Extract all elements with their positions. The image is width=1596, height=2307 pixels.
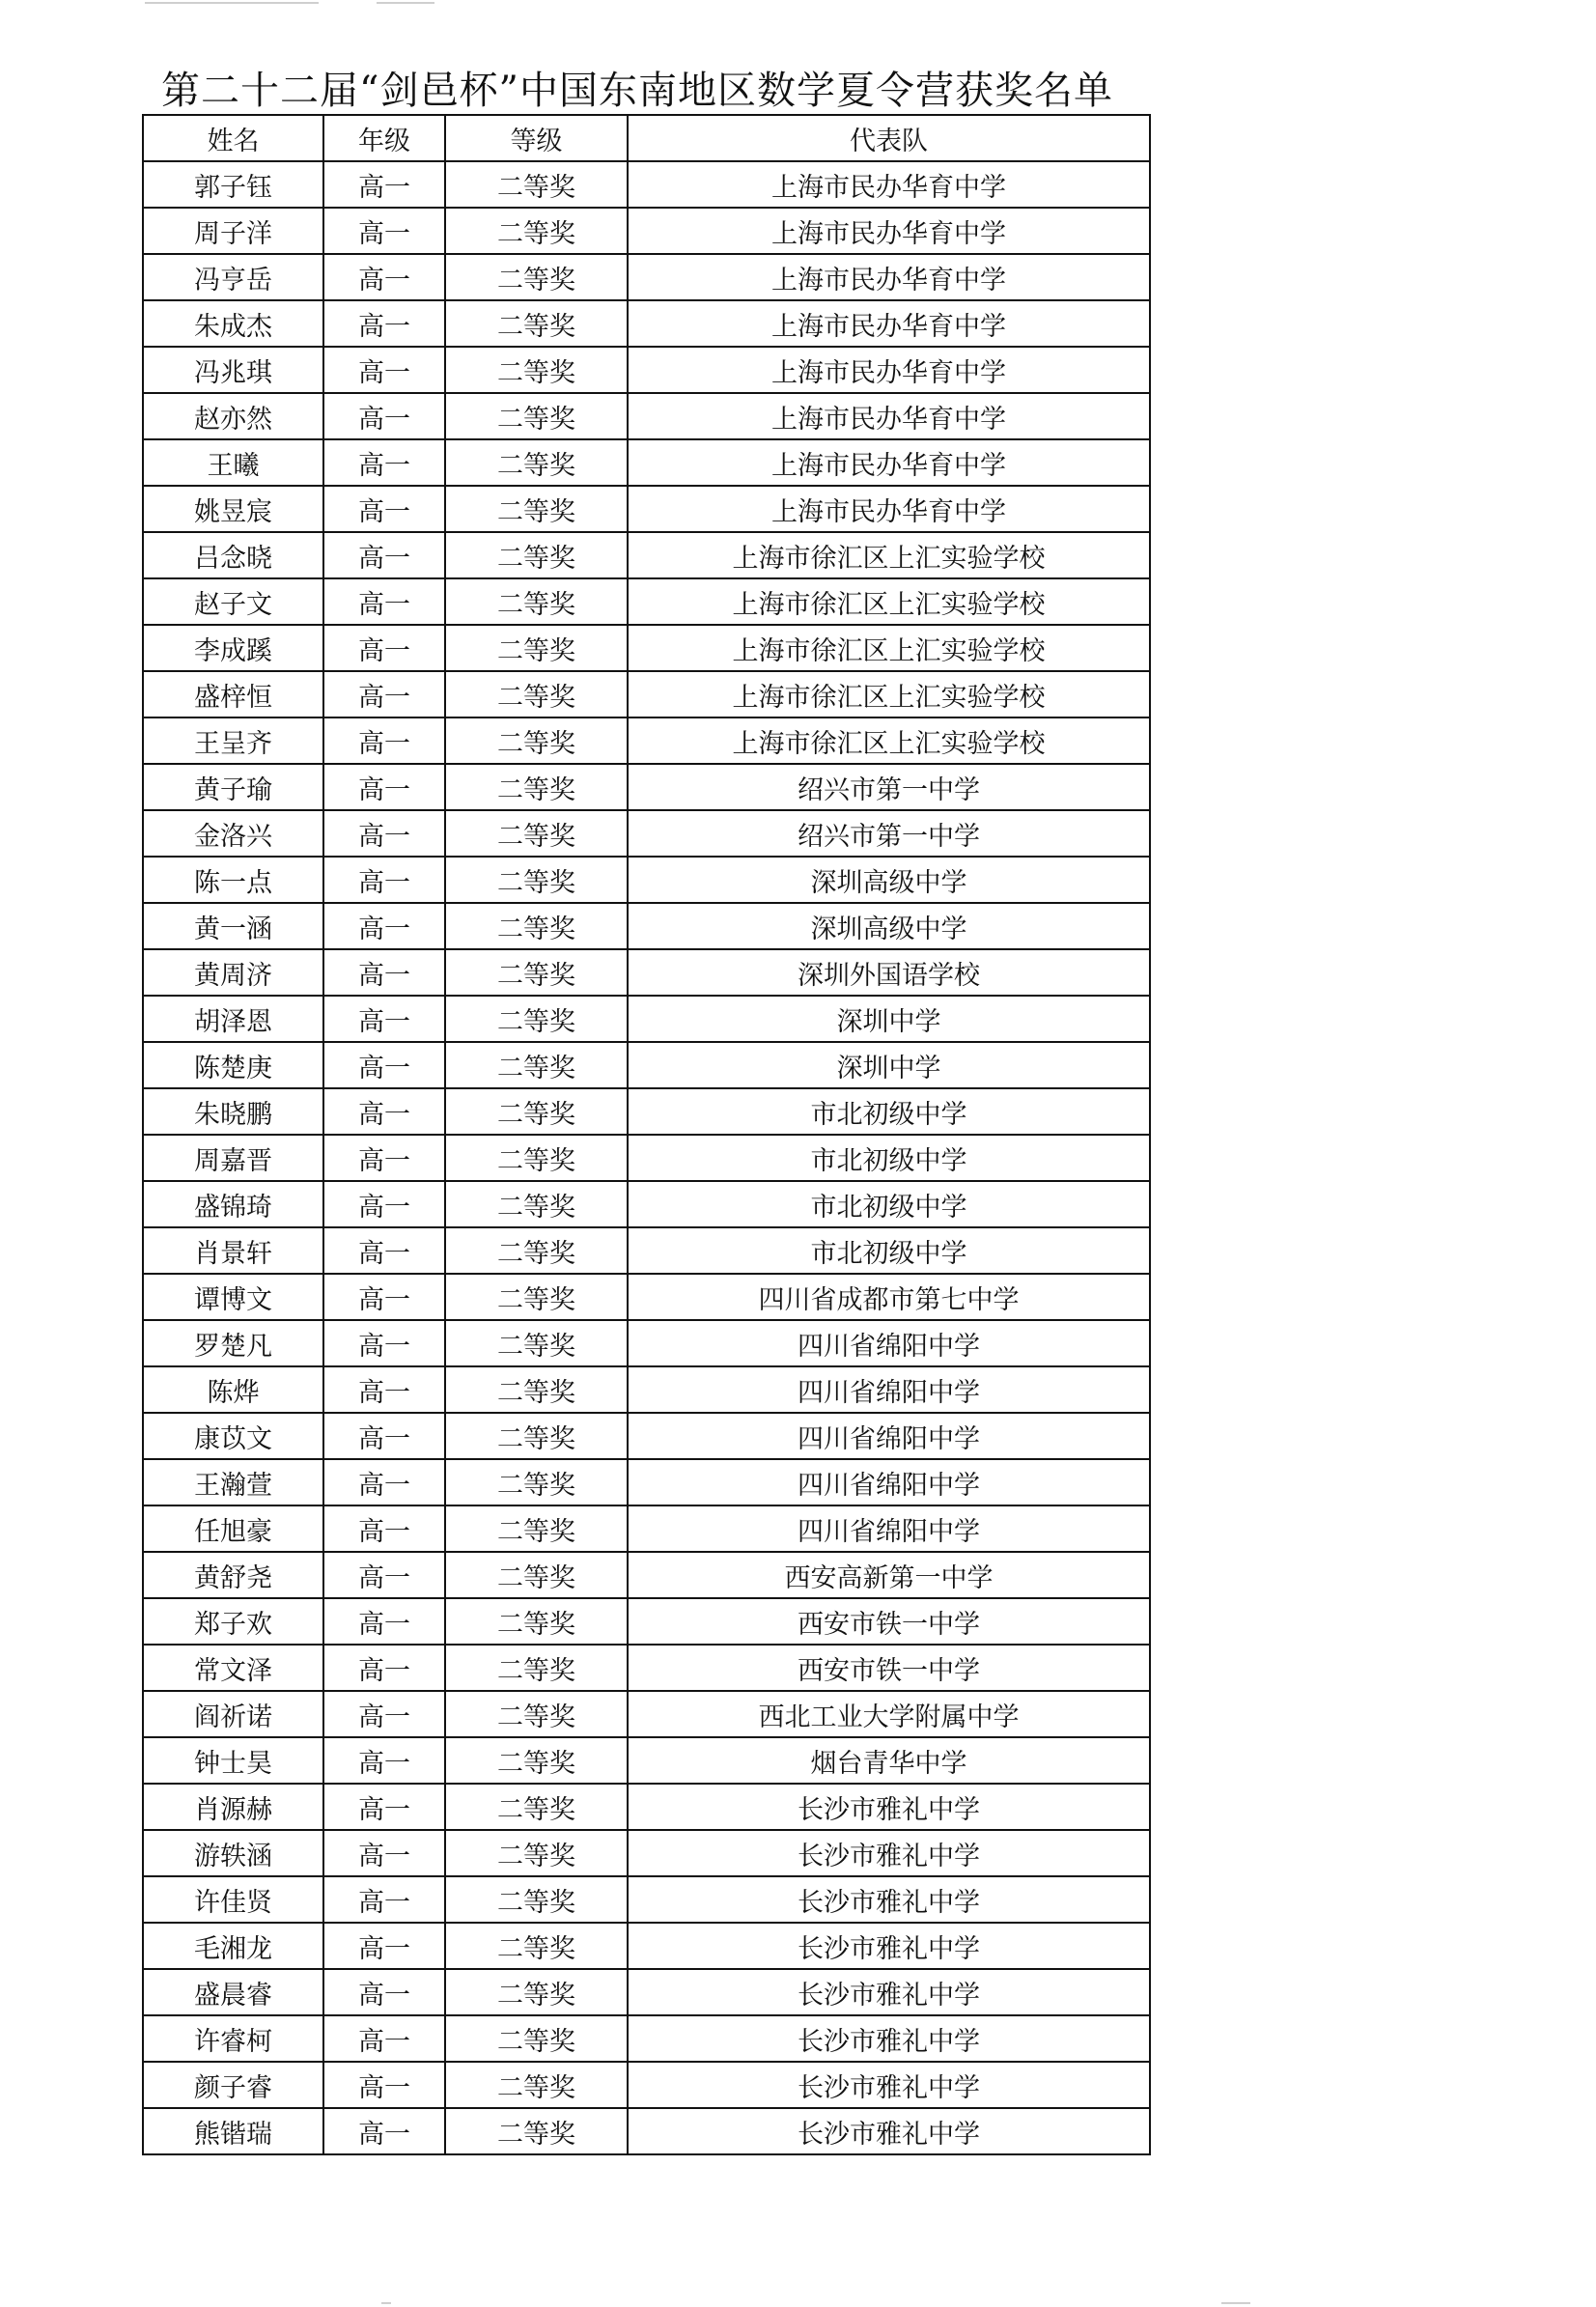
cell-team: 绍兴市第一中学 <box>628 810 1150 857</box>
cell-team: 四川省成都市第七中学 <box>628 1274 1150 1320</box>
cell-grade: 高一 <box>323 300 445 347</box>
cell-name: 李成蹊 <box>143 625 323 671</box>
cell-award: 二等奖 <box>445 2062 628 2108</box>
document-title: 第二十二届“剑邑杯”中国东南地区数学夏令营获奖名单 <box>161 69 1113 113</box>
cell-award: 二等奖 <box>445 1552 628 1598</box>
table-row <box>143 1876 1150 1923</box>
cell-award: 二等奖 <box>445 671 628 717</box>
cell-grade: 高一 <box>323 1042 445 1088</box>
cell-name: 肖景轩 <box>143 1227 323 1274</box>
cell-grade: 高一 <box>323 1088 445 1135</box>
cell-award: 二等奖 <box>445 1505 628 1552</box>
cell-name: 金洛兴 <box>143 810 323 857</box>
cell-team: 西北工业大学附属中学 <box>628 1691 1150 1737</box>
cell-name: 王瀚萱 <box>143 1459 323 1505</box>
cell-team: 深圳中学 <box>628 1042 1150 1088</box>
cell-name: 钟士昊 <box>143 1737 323 1784</box>
cell-team: 上海市民办华育中学 <box>628 300 1150 347</box>
cell-award: 二等奖 <box>445 1830 628 1876</box>
table-header-row <box>143 115 1150 161</box>
table-row <box>143 1042 1150 1088</box>
table-row <box>143 347 1150 393</box>
cell-award: 二等奖 <box>445 2015 628 2062</box>
cell-grade: 高一 <box>323 1227 445 1274</box>
cell-team: 西安高新第一中学 <box>628 1552 1150 1598</box>
cell-grade: 高一 <box>323 1320 445 1366</box>
table-row <box>143 1505 1150 1552</box>
column-header-team: 代表队 <box>628 115 1150 161</box>
cell-grade: 高一 <box>323 2015 445 2062</box>
table-row <box>143 1088 1150 1135</box>
cell-team: 上海市徐汇区上汇实验学校 <box>628 671 1150 717</box>
cell-team: 上海市民办华育中学 <box>628 347 1150 393</box>
cell-award: 二等奖 <box>445 810 628 857</box>
table-row <box>143 903 1150 949</box>
cell-grade: 高一 <box>323 1737 445 1784</box>
cell-award: 二等奖 <box>445 764 628 810</box>
cell-name: 王呈齐 <box>143 717 323 764</box>
table-row <box>143 300 1150 347</box>
cell-grade: 高一 <box>323 1784 445 1830</box>
cell-grade: 高一 <box>323 439 445 486</box>
cell-grade: 高一 <box>323 1505 445 1552</box>
cell-grade: 高一 <box>323 1135 445 1181</box>
table-row <box>143 2015 1150 2062</box>
column-header-name: 姓名 <box>143 115 323 161</box>
cell-name: 谭博文 <box>143 1274 323 1320</box>
cell-grade: 高一 <box>323 1691 445 1737</box>
cell-award: 二等奖 <box>445 393 628 439</box>
cell-grade: 高一 <box>323 671 445 717</box>
cell-team: 长沙市雅礼中学 <box>628 2062 1150 2108</box>
table-row <box>143 439 1150 486</box>
cell-team: 市北初级中学 <box>628 1088 1150 1135</box>
cell-grade: 高一 <box>323 486 445 532</box>
table-row <box>143 1459 1150 1505</box>
cell-grade: 高一 <box>323 2108 445 2154</box>
scan-mark-bottom <box>1221 2302 1250 2304</box>
cell-grade: 高一 <box>323 1876 445 1923</box>
cell-team: 上海市民办华育中学 <box>628 439 1150 486</box>
table-row <box>143 949 1150 996</box>
cell-grade: 高一 <box>323 1459 445 1505</box>
cell-award: 二等奖 <box>445 1135 628 1181</box>
cell-team: 四川省绵阳中学 <box>628 1413 1150 1459</box>
cell-award: 二等奖 <box>445 486 628 532</box>
cell-name: 赵子文 <box>143 578 323 625</box>
table-row <box>143 810 1150 857</box>
scan-mark-bottom <box>381 2302 391 2304</box>
cell-name: 朱晓鹏 <box>143 1088 323 1135</box>
cell-name: 熊锴瑞 <box>143 2108 323 2154</box>
cell-grade: 高一 <box>323 903 445 949</box>
cell-name: 黄子瑜 <box>143 764 323 810</box>
table-row <box>143 1737 1150 1784</box>
cell-grade: 高一 <box>323 1830 445 1876</box>
table-row <box>143 1274 1150 1320</box>
cell-award: 二等奖 <box>445 1969 628 2015</box>
cell-grade: 高一 <box>323 1181 445 1227</box>
cell-award: 二等奖 <box>445 857 628 903</box>
cell-grade: 高一 <box>323 578 445 625</box>
cell-name: 常文泽 <box>143 1645 323 1691</box>
cell-name: 罗楚凡 <box>143 1320 323 1366</box>
cell-grade: 高一 <box>323 717 445 764</box>
cell-name: 盛锦琦 <box>143 1181 323 1227</box>
cell-name: 郑子欢 <box>143 1598 323 1645</box>
cell-team: 长沙市雅礼中学 <box>628 1784 1150 1830</box>
cell-grade: 高一 <box>323 208 445 254</box>
cell-award: 二等奖 <box>445 1274 628 1320</box>
cell-team: 长沙市雅礼中学 <box>628 2108 1150 2154</box>
cell-name: 郭子钰 <box>143 161 323 208</box>
cell-grade: 高一 <box>323 161 445 208</box>
cell-award: 二等奖 <box>445 903 628 949</box>
table-row <box>143 1691 1150 1737</box>
cell-team: 长沙市雅礼中学 <box>628 1876 1150 1923</box>
cell-name: 黄舒尧 <box>143 1552 323 1598</box>
scan-mark-top <box>145 2 319 4</box>
cell-name: 周嘉晋 <box>143 1135 323 1181</box>
cell-name: 阎祈诺 <box>143 1691 323 1737</box>
table-row <box>143 1181 1150 1227</box>
cell-award: 二等奖 <box>445 1598 628 1645</box>
cell-award: 二等奖 <box>445 1227 628 1274</box>
cell-award: 二等奖 <box>445 1691 628 1737</box>
cell-award: 二等奖 <box>445 439 628 486</box>
table-row <box>143 1784 1150 1830</box>
cell-team: 四川省绵阳中学 <box>628 1366 1150 1413</box>
cell-grade: 高一 <box>323 996 445 1042</box>
table-row <box>143 161 1150 208</box>
table-row <box>143 208 1150 254</box>
cell-team: 上海市民办华育中学 <box>628 161 1150 208</box>
table-row <box>143 532 1150 578</box>
cell-name: 盛晨睿 <box>143 1969 323 2015</box>
table-row <box>143 671 1150 717</box>
cell-award: 二等奖 <box>445 1320 628 1366</box>
cell-grade: 高一 <box>323 254 445 300</box>
cell-award: 二等奖 <box>445 161 628 208</box>
cell-award: 二等奖 <box>445 1181 628 1227</box>
table-row <box>143 2108 1150 2154</box>
cell-grade: 高一 <box>323 347 445 393</box>
cell-team: 长沙市雅礼中学 <box>628 1830 1150 1876</box>
cell-grade: 高一 <box>323 393 445 439</box>
cell-award: 二等奖 <box>445 578 628 625</box>
cell-grade: 高一 <box>323 857 445 903</box>
cell-award: 二等奖 <box>445 347 628 393</box>
table-row <box>143 764 1150 810</box>
cell-name: 王曦 <box>143 439 323 486</box>
cell-grade: 高一 <box>323 1598 445 1645</box>
cell-award: 二等奖 <box>445 254 628 300</box>
table-body <box>143 161 1150 2154</box>
cell-award: 二等奖 <box>445 996 628 1042</box>
cell-grade: 高一 <box>323 1274 445 1320</box>
table-row <box>143 393 1150 439</box>
cell-name: 许佳贤 <box>143 1876 323 1923</box>
cell-award: 二等奖 <box>445 1923 628 1969</box>
table-row <box>143 625 1150 671</box>
cell-team: 上海市民办华育中学 <box>628 486 1150 532</box>
cell-award: 二等奖 <box>445 1459 628 1505</box>
table-row <box>143 578 1150 625</box>
cell-grade: 高一 <box>323 532 445 578</box>
table-row <box>143 1598 1150 1645</box>
column-header-award: 等级 <box>445 115 628 161</box>
cell-name: 吕念晓 <box>143 532 323 578</box>
cell-team: 深圳高级中学 <box>628 857 1150 903</box>
cell-team: 西安市铁一中学 <box>628 1598 1150 1645</box>
cell-team: 长沙市雅礼中学 <box>628 2015 1150 2062</box>
cell-name: 许睿柯 <box>143 2015 323 2062</box>
cell-team: 上海市民办华育中学 <box>628 393 1150 439</box>
cell-award: 二等奖 <box>445 1645 628 1691</box>
cell-team: 长沙市雅礼中学 <box>628 1923 1150 1969</box>
cell-name: 冯亨岳 <box>143 254 323 300</box>
cell-award: 二等奖 <box>445 1042 628 1088</box>
cell-award: 二等奖 <box>445 300 628 347</box>
cell-award: 二等奖 <box>445 625 628 671</box>
cell-award: 二等奖 <box>445 208 628 254</box>
cell-award: 二等奖 <box>445 717 628 764</box>
cell-team: 长沙市雅礼中学 <box>628 1969 1150 2015</box>
cell-award: 二等奖 <box>445 532 628 578</box>
table-row <box>143 1552 1150 1598</box>
cell-award: 二等奖 <box>445 1784 628 1830</box>
cell-team: 市北初级中学 <box>628 1135 1150 1181</box>
cell-team: 上海市民办华育中学 <box>628 208 1150 254</box>
cell-award: 二等奖 <box>445 1737 628 1784</box>
cell-team: 上海市民办华育中学 <box>628 254 1150 300</box>
cell-team: 市北初级中学 <box>628 1227 1150 1274</box>
cell-name: 周子洋 <box>143 208 323 254</box>
table-row <box>143 1366 1150 1413</box>
cell-team: 上海市徐汇区上汇实验学校 <box>628 717 1150 764</box>
cell-team: 上海市徐汇区上汇实验学校 <box>628 578 1150 625</box>
cell-name: 朱成杰 <box>143 300 323 347</box>
cell-award: 二等奖 <box>445 949 628 996</box>
cell-team: 四川省绵阳中学 <box>628 1505 1150 1552</box>
cell-team: 四川省绵阳中学 <box>628 1320 1150 1366</box>
cell-name: 陈一点 <box>143 857 323 903</box>
cell-award: 二等奖 <box>445 1088 628 1135</box>
cell-name: 黄一涵 <box>143 903 323 949</box>
cell-name: 康苡文 <box>143 1413 323 1459</box>
cell-team: 四川省绵阳中学 <box>628 1459 1150 1505</box>
cell-grade: 高一 <box>323 949 445 996</box>
cell-name: 黄周济 <box>143 949 323 996</box>
cell-grade: 高一 <box>323 764 445 810</box>
cell-grade: 高一 <box>323 1413 445 1459</box>
cell-grade: 高一 <box>323 1366 445 1413</box>
cell-grade: 高一 <box>323 625 445 671</box>
table-row <box>143 1645 1150 1691</box>
award-table <box>142 114 1151 2155</box>
cell-name: 陈烨 <box>143 1366 323 1413</box>
cell-name: 姚昱宸 <box>143 486 323 532</box>
table-row <box>143 1923 1150 1969</box>
column-header-grade: 年级 <box>323 115 445 161</box>
cell-name: 任旭豪 <box>143 1505 323 1552</box>
cell-name: 赵亦然 <box>143 393 323 439</box>
cell-team: 上海市徐汇区上汇实验学校 <box>628 625 1150 671</box>
cell-team: 市北初级中学 <box>628 1181 1150 1227</box>
table-row <box>143 2062 1150 2108</box>
cell-team: 西安市铁一中学 <box>628 1645 1150 1691</box>
table-row <box>143 857 1150 903</box>
scan-mark-top <box>377 2 434 4</box>
cell-award: 二等奖 <box>445 1413 628 1459</box>
cell-name: 胡泽恩 <box>143 996 323 1042</box>
cell-grade: 高一 <box>323 2062 445 2108</box>
cell-team: 深圳高级中学 <box>628 903 1150 949</box>
table-row <box>143 1135 1150 1181</box>
table-row <box>143 717 1150 764</box>
cell-award: 二等奖 <box>445 1366 628 1413</box>
cell-team: 烟台青华中学 <box>628 1737 1150 1784</box>
cell-team: 上海市徐汇区上汇实验学校 <box>628 532 1150 578</box>
table-row <box>143 1227 1150 1274</box>
cell-award: 二等奖 <box>445 1876 628 1923</box>
cell-name: 肖源赫 <box>143 1784 323 1830</box>
cell-name: 冯兆琪 <box>143 347 323 393</box>
cell-grade: 高一 <box>323 1969 445 2015</box>
table-row <box>143 1320 1150 1366</box>
cell-name: 陈楚庚 <box>143 1042 323 1088</box>
cell-team: 深圳外国语学校 <box>628 949 1150 996</box>
cell-team: 深圳中学 <box>628 996 1150 1042</box>
table-row <box>143 486 1150 532</box>
cell-name: 颜子睿 <box>143 2062 323 2108</box>
cell-award: 二等奖 <box>445 2108 628 2154</box>
table-row <box>143 1413 1150 1459</box>
table-row <box>143 1830 1150 1876</box>
cell-name: 游轶涵 <box>143 1830 323 1876</box>
cell-name: 毛湘龙 <box>143 1923 323 1969</box>
table-row <box>143 254 1150 300</box>
cell-team: 绍兴市第一中学 <box>628 764 1150 810</box>
cell-grade: 高一 <box>323 1552 445 1598</box>
cell-grade: 高一 <box>323 1645 445 1691</box>
cell-name: 盛梓恒 <box>143 671 323 717</box>
table-row <box>143 1969 1150 2015</box>
table-row <box>143 996 1150 1042</box>
cell-grade: 高一 <box>323 1923 445 1969</box>
cell-grade: 高一 <box>323 810 445 857</box>
